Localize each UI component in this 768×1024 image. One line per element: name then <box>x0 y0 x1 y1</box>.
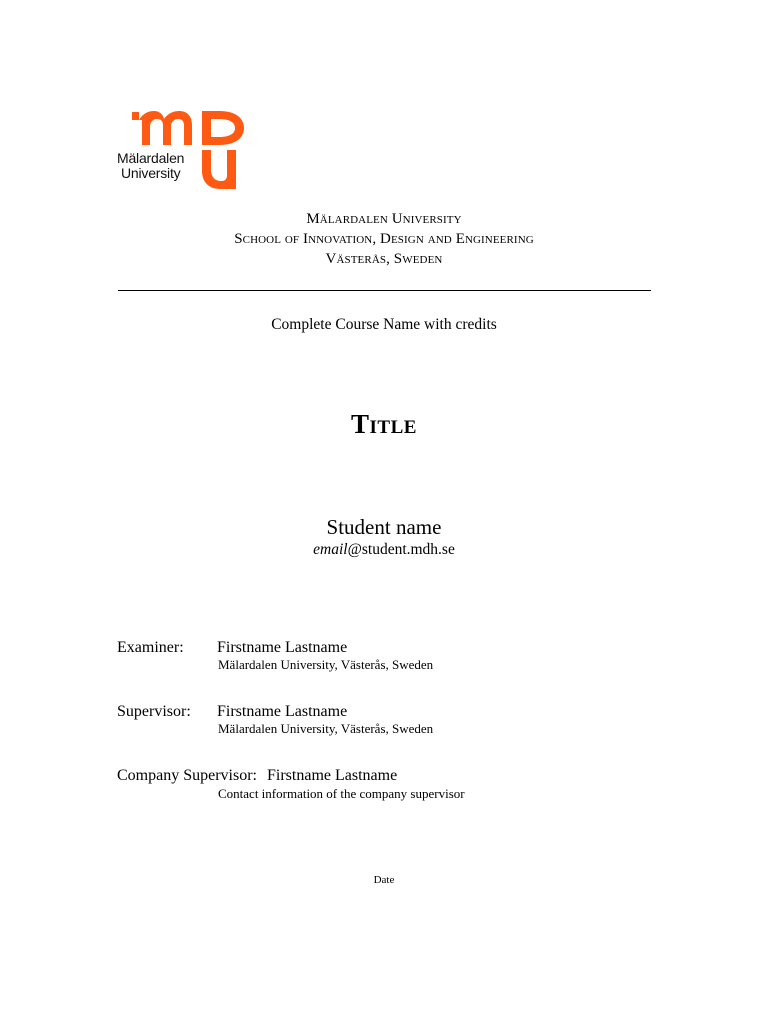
examiner-row <box>117 638 347 658</box>
logo-letter-d <box>202 111 244 145</box>
examiner-name: Firstname Lastname <box>217 639 348 656</box>
date: Date <box>373 874 395 886</box>
logo-text-malardalen: Mälardalen <box>117 150 185 166</box>
supervisor-label: Supervisor: <box>117 703 191 720</box>
university-location: Västerås, Sweden <box>325 251 443 267</box>
supervisor-affiliation: Mälardalen University, Västerås, Sweden <box>218 721 434 736</box>
university-name: Mälardalen University <box>306 211 462 227</box>
student-name: Student name <box>326 515 442 539</box>
thesis-title: Title <box>351 409 417 439</box>
logo-letter-m <box>132 111 192 145</box>
university-logo <box>116 108 248 190</box>
student-email <box>0 540 768 560</box>
supervisor-name: Firstname Lastname <box>217 703 348 720</box>
email-domain: @student.mdh.se <box>347 541 455 558</box>
company-supervisor-label: Company Supervisor: <box>117 767 257 784</box>
company-supervisor-name: Firstname Lastname <box>267 767 398 784</box>
logo-text-university: University <box>121 165 181 181</box>
horizontal-rule <box>118 290 651 291</box>
course-name: Complete Course Name with credits <box>271 316 497 333</box>
examiner-label: Examiner: <box>117 639 184 656</box>
email-user: email <box>313 541 348 558</box>
company-supervisor-row <box>117 766 397 786</box>
school-name: School of Innovation, Design and Engineering <box>234 231 534 247</box>
supervisor-row <box>117 702 347 722</box>
company-supervisor-contact: Contact information of the company supervisor <box>218 786 465 801</box>
examiner-affiliation: Mälardalen University, Västerås, Sweden <box>218 657 434 672</box>
logo-letter-u <box>202 150 236 189</box>
